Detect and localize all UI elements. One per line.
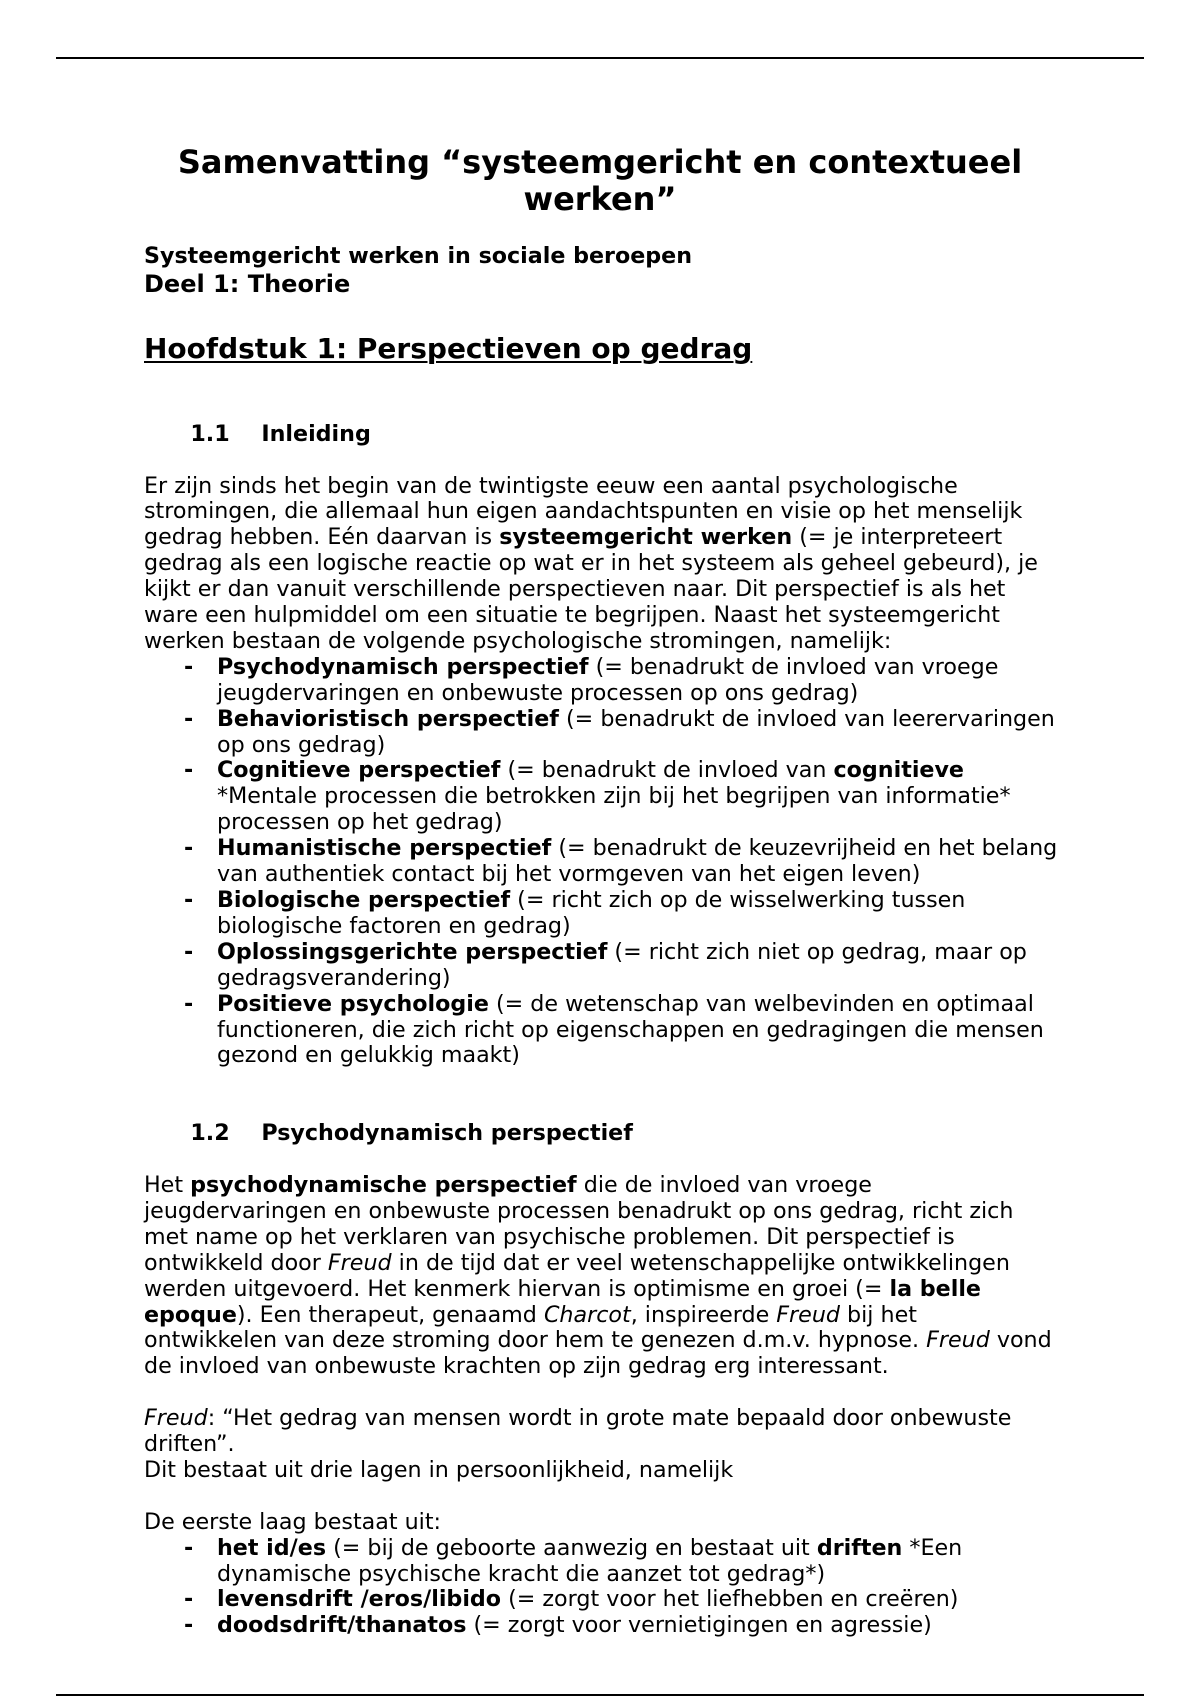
text-line xyxy=(217,655,1144,681)
text-run: in de tijd dat er veel wetenschappelijke ontwikkelingen xyxy=(391,1249,1010,1276)
text-line xyxy=(144,474,1144,500)
text-run: (= benadrukt de keuzevrijheid en het belang xyxy=(551,835,1058,862)
list-marker: - xyxy=(184,1534,194,1561)
drives-list xyxy=(144,1536,1144,1640)
text-line xyxy=(144,1251,1144,1277)
bold-text: levensdrift /eros/libido xyxy=(217,1586,502,1613)
list-item-text xyxy=(217,940,1144,992)
bold-text: Humanistische perspectief xyxy=(217,835,552,862)
text-line xyxy=(144,1406,1144,1432)
footer-rule xyxy=(56,1694,1144,1696)
list-marker: - xyxy=(184,1612,194,1639)
text-run: Het xyxy=(144,1171,191,1198)
text-line xyxy=(217,733,1144,759)
text-run: (= benadrukt de invloed van vroege xyxy=(588,653,999,680)
text-run: Dit bestaat uit drie lagen in persoonlijkheid, namelijk xyxy=(144,1456,734,1483)
text-line xyxy=(144,577,1144,603)
italic-text: Freud xyxy=(144,1405,208,1432)
document-title xyxy=(0,144,1200,218)
bold-text: la belle xyxy=(889,1275,981,1302)
text-run: (= zorgt voor vernietigingen en agressie) xyxy=(466,1612,932,1639)
section-number: 1.2 xyxy=(190,1120,230,1147)
text-run: De eerste laag bestaat uit: xyxy=(144,1508,442,1535)
text-line xyxy=(217,810,1144,836)
document-subtitle: Systeemgericht werken in sociale beroepen xyxy=(144,243,693,269)
italic-text: Freud xyxy=(776,1301,840,1328)
text-line xyxy=(217,1587,1144,1613)
text-run: Er zijn sinds het begin van de twintigste eeuw een aantal psychologische xyxy=(144,472,958,499)
italic-text: Charcot xyxy=(543,1301,631,1328)
text-run: dynamische psychische kracht die aanzet tot gedrag*) xyxy=(217,1560,826,1587)
text-run: vond xyxy=(989,1327,1052,1354)
list-item xyxy=(144,1587,1144,1613)
text-line xyxy=(217,862,1144,888)
list-item-text xyxy=(217,1613,1144,1639)
list-item xyxy=(144,758,1144,836)
bold-text: het id/es xyxy=(217,1534,327,1561)
list-item-text xyxy=(217,655,1144,707)
text-run: *Mentale processen die betrokken zijn bij het begrijpen van informatie* xyxy=(217,783,1011,810)
text-run: kijkt er dan vanuit verschillende perspectieven naar. Dit perspectief is als het xyxy=(144,576,1006,603)
text-run: jeugdervaringen en onbewuste processen op ons gedrag) xyxy=(217,679,859,706)
section-title: Inleiding xyxy=(261,420,371,447)
text-run: de invloed van onbewuste krachten op zijn gedrag erg interessant. xyxy=(144,1353,889,1380)
text-run: gezond en gelukkig maakt) xyxy=(217,1042,520,1069)
section-number: 1.1 xyxy=(190,420,230,447)
section-title: Psychodynamisch perspectief xyxy=(261,1120,633,1147)
list-marker: - xyxy=(184,653,194,680)
text-line xyxy=(144,1458,1144,1484)
text-run: ontwikkeld door xyxy=(144,1249,328,1276)
list-marker: - xyxy=(184,757,194,784)
document-title-line: Samenvatting “systeemgericht en contextueel xyxy=(177,143,1023,181)
list-marker: - xyxy=(184,938,194,965)
list-item-text xyxy=(217,836,1144,888)
list-marker: - xyxy=(184,887,194,914)
text-line xyxy=(217,966,1144,992)
text-line xyxy=(144,1432,1144,1458)
text-run: (= richt zich niet op gedrag, maar op xyxy=(607,938,1027,965)
text-line xyxy=(217,914,1144,940)
list-item xyxy=(144,992,1144,1070)
text-run: stromingen, die allemaal hun eigen aandachtspunten en visie op het menselijk xyxy=(144,498,1023,525)
text-run: driften”. xyxy=(144,1431,235,1458)
text-run: biologische factoren en gedrag) xyxy=(217,912,571,939)
list-marker: - xyxy=(184,990,194,1017)
text-line xyxy=(217,1613,1144,1639)
bold-text: Biologische perspectief xyxy=(217,887,511,914)
list-marker: - xyxy=(184,835,194,862)
text-run: (= de wetenschap van welbevinden en optimaal xyxy=(488,990,1034,1017)
text-line xyxy=(217,992,1144,1018)
paragraph xyxy=(144,474,1144,655)
text-run: processen op het gedrag) xyxy=(217,809,503,836)
bold-text: doodsdrift/thanatos xyxy=(217,1612,467,1639)
text-line xyxy=(217,784,1144,810)
text-line xyxy=(217,836,1144,862)
text-run: : “Het gedrag van mensen wordt in grote mate bepaald door onbewuste xyxy=(207,1405,1012,1432)
text-line xyxy=(217,1536,1144,1562)
italic-text: Freud xyxy=(926,1327,990,1354)
text-run: ontwikkelen van deze stroming door hem te genezen d.m.v. hypnose. xyxy=(144,1327,927,1354)
perspectives-list xyxy=(144,655,1144,1070)
bold-text: Positieve psychologie xyxy=(217,990,489,1017)
text-run: bij het xyxy=(839,1301,917,1328)
text-run: (= richt zich op de wisselwerking tussen xyxy=(510,887,966,914)
text-run: van authentiek contact bij het vormgeven van het eigen leven) xyxy=(217,861,921,888)
list-item-text xyxy=(217,1536,1144,1588)
text-run: jeugdervaringen en onbewuste processen benadrukt op ons gedrag, richt zich xyxy=(144,1197,1014,1224)
list-item xyxy=(144,888,1144,940)
text-line xyxy=(217,940,1144,966)
text-run: met name op het verklaren van psychische problemen. Dit perspectief is xyxy=(144,1223,955,1250)
text-line xyxy=(144,499,1144,525)
bold-text: Psychodynamisch perspectief xyxy=(217,653,589,680)
chapter-heading: Hoofdstuk 1: Perspectieven op gedrag xyxy=(144,331,753,365)
text-line xyxy=(217,707,1144,733)
italic-text: Freud xyxy=(327,1249,392,1276)
paragraph xyxy=(144,1173,1144,1380)
list-item-text xyxy=(217,888,1144,940)
text-line xyxy=(144,1510,1144,1536)
list-item-text xyxy=(217,707,1144,759)
bold-text: epoque xyxy=(144,1301,237,1328)
text-run: ). Een therapeut, genaamd xyxy=(236,1301,544,1328)
text-run: gedragsverandering) xyxy=(217,964,451,991)
text-run: (= benadrukt de invloed van leerervaringen xyxy=(558,705,1055,732)
part-heading: Deel 1: Theorie xyxy=(144,269,351,298)
bold-text: Oplossingsgerichte perspectief xyxy=(217,938,608,965)
text-line xyxy=(144,1354,1144,1380)
list-item xyxy=(144,655,1144,707)
text-line xyxy=(144,1173,1144,1199)
text-line xyxy=(217,1018,1144,1044)
text-line xyxy=(217,758,1144,784)
quote-paragraph xyxy=(144,1406,1144,1484)
text-line xyxy=(144,1225,1144,1251)
text-run: gedrag als een logische reactie op wat er in het systeem als geheel gebeurd), je xyxy=(144,550,1038,577)
text-run: werken bestaan de volgende psychologische stromingen, namelijk: xyxy=(144,627,892,654)
text-run: ware een hulpmiddel om een situatie te begrijpen. Naast het systeemgericht xyxy=(144,602,1000,629)
list-marker: - xyxy=(184,705,194,732)
text-run: (= benadrukt de invloed van xyxy=(500,757,834,784)
bold-text: psychodynamische perspectief xyxy=(190,1171,577,1198)
text-run: werden uitgevoerd. Het kenmerk hiervan is optimisme en groei (= xyxy=(144,1275,890,1302)
section-heading xyxy=(144,396,1144,474)
list-item-text xyxy=(217,758,1144,836)
bold-text: systeemgericht werken xyxy=(499,524,793,551)
list-marker: - xyxy=(184,1586,194,1613)
header-rule xyxy=(56,57,1144,59)
text-line xyxy=(144,1277,1144,1303)
text-line xyxy=(144,1303,1144,1329)
paragraph xyxy=(144,1510,1144,1536)
bold-text: cognitieve xyxy=(833,757,964,784)
section-inleiding xyxy=(144,396,1144,1070)
text-line xyxy=(217,1562,1144,1588)
list-item xyxy=(144,1536,1144,1588)
text-line xyxy=(144,525,1144,551)
text-run: die de invloed van vroege xyxy=(576,1171,872,1198)
text-line xyxy=(144,629,1144,655)
text-run: *Een xyxy=(902,1534,963,1561)
text-line xyxy=(217,888,1144,914)
text-run: functioneren, die zich richt op eigenschappen en gedragingen die mensen xyxy=(217,1016,1044,1043)
document-title-line: werken” xyxy=(523,180,677,219)
text-line xyxy=(144,1328,1144,1354)
text-run: , inspireerde xyxy=(630,1301,777,1328)
bold-text: Behavioristisch perspectief xyxy=(217,705,559,732)
list-item xyxy=(144,836,1144,888)
text-line xyxy=(144,1199,1144,1225)
list-item-text xyxy=(217,1587,1144,1613)
text-line xyxy=(217,1043,1144,1069)
list-item xyxy=(144,707,1144,759)
text-line xyxy=(217,681,1144,707)
list-item xyxy=(144,1613,1144,1639)
section-heading xyxy=(144,1095,1144,1173)
text-run: op ons gedrag) xyxy=(217,731,386,758)
bold-text: driften xyxy=(816,1534,903,1561)
text-run: (= je interpreteert xyxy=(792,524,1003,551)
text-line xyxy=(144,603,1144,629)
list-item-text xyxy=(217,992,1144,1070)
bold-text: Cognitieve perspectief xyxy=(217,757,501,784)
text-line xyxy=(144,551,1144,577)
section-psychodynamisch xyxy=(144,1095,1144,1639)
text-run: (= bij de geboorte aanwezig en bestaat uit xyxy=(326,1534,817,1561)
text-run: gedrag hebben. Eén daarvan is xyxy=(144,524,500,551)
text-run: (= zorgt voor het liefhebben en creëren) xyxy=(501,1586,959,1613)
document-body xyxy=(144,244,1144,1639)
list-item xyxy=(144,940,1144,992)
